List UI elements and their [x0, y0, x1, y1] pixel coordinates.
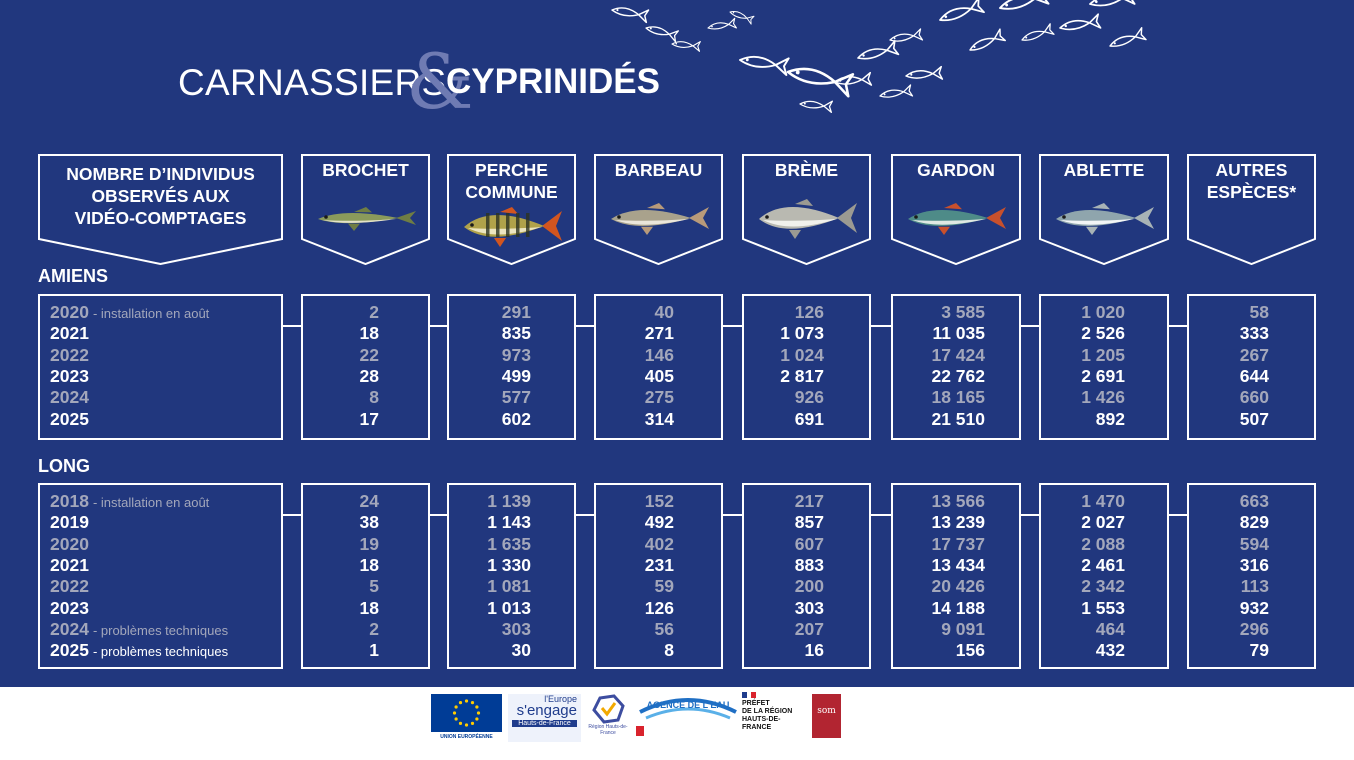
value-cell: 11 035 — [932, 323, 985, 344]
header-label-line: OBSERVÉS AUX — [91, 186, 230, 206]
species-header-1 — [447, 154, 576, 265]
year-label: 2022 — [50, 576, 89, 597]
species-value-box — [1039, 294, 1169, 440]
agence-red-mark-icon — [636, 726, 644, 736]
box-connector — [283, 514, 301, 516]
title-part2: CYPRINIDÉS — [446, 62, 660, 101]
year-label: 2018 — [50, 491, 89, 511]
region-logo-text: Région Hauts-de-France — [588, 724, 628, 736]
value-cell: 18 — [359, 554, 379, 575]
species-value-box — [891, 483, 1021, 669]
value-cell: 2 — [369, 618, 379, 639]
value-cell: 1 330 — [487, 554, 531, 575]
species-value-box — [891, 294, 1021, 440]
box-connector — [576, 514, 594, 516]
year-note: - installation en août — [92, 306, 210, 321]
species-value-box — [594, 483, 723, 669]
value-cell: 16 — [804, 640, 824, 661]
value-cell: 38 — [359, 512, 379, 533]
value-cell: 973 — [501, 344, 531, 365]
year-label: 2025 — [50, 408, 89, 429]
bream-fish-icon — [755, 194, 859, 242]
value-cell: 602 — [501, 408, 531, 429]
year-row — [50, 640, 228, 662]
region-logo — [588, 694, 628, 742]
title-part1: CARNASSIERS — [178, 62, 447, 103]
header-label-line: NOMBRE D’INDIVIDUS — [66, 164, 255, 184]
value-cell: 405 — [644, 365, 674, 386]
box-connector — [1021, 325, 1039, 327]
box-connector — [1021, 514, 1039, 516]
value-cell: 14 188 — [931, 597, 985, 618]
box-connector — [283, 325, 301, 327]
value-cell: 1 013 — [487, 597, 531, 618]
value-cell: 22 762 — [931, 365, 985, 386]
value-cell: 8 — [664, 640, 674, 661]
year-label: 2020 — [50, 302, 89, 322]
value-cell: 1 020 — [1081, 302, 1125, 322]
bleak-fish-icon — [1052, 194, 1156, 242]
value-cell: 1 081 — [487, 576, 531, 597]
value-cell: 267 — [1239, 344, 1269, 365]
species-value-box — [1039, 483, 1169, 669]
eu-stars-icon — [431, 694, 502, 732]
box-connector — [871, 325, 891, 327]
value-cell: 402 — [644, 533, 674, 554]
value-cell: 275 — [644, 387, 674, 408]
species-name-line: BARBEAU — [614, 160, 703, 180]
value-cell: 30 — [511, 640, 531, 661]
species-name — [1039, 159, 1169, 181]
species-name-line: ABLETTE — [1063, 160, 1145, 180]
value-cell: 13 434 — [931, 554, 985, 575]
value-cell: 13 239 — [931, 512, 985, 533]
value-cell: 9 091 — [941, 618, 985, 639]
year-row — [50, 491, 209, 513]
engage-text-top: l'Europe — [544, 694, 577, 704]
species-name-line: GARDON — [917, 160, 995, 180]
species-name — [447, 159, 576, 203]
value-cell: 207 — [794, 618, 824, 639]
engage-text-mid: s'engage — [516, 702, 577, 719]
year-row — [50, 598, 89, 619]
prefet-text-3: HAUTS-DE-FRANCE — [742, 716, 781, 731]
year-label: 2023 — [50, 597, 89, 618]
year-row — [50, 387, 89, 408]
value-cell: 857 — [794, 512, 824, 533]
species-value-box — [1187, 294, 1316, 440]
pike-fish-icon — [314, 194, 418, 242]
region-hexagon-icon — [590, 694, 626, 724]
title-ampersand: & — [406, 37, 474, 126]
species-name-line: BROCHET — [322, 160, 409, 180]
value-cell: 17 737 — [931, 533, 985, 554]
value-cell: 20 426 — [931, 576, 985, 597]
species-value-box — [447, 294, 576, 440]
species-header-3 — [742, 154, 871, 265]
value-cell: 2 027 — [1081, 512, 1125, 533]
value-cell: 126 — [794, 302, 824, 322]
species-value-box — [447, 483, 576, 669]
value-cell: 883 — [794, 554, 824, 575]
box-connector — [723, 325, 742, 327]
value-cell: 892 — [1095, 408, 1125, 429]
value-cell: 314 — [644, 408, 674, 429]
year-row — [50, 555, 89, 576]
prefet-text-2: DE LA RÉGION — [742, 708, 793, 715]
value-cell: 21 510 — [931, 408, 985, 429]
year-list-box — [38, 294, 283, 440]
value-cell: 432 — [1095, 640, 1125, 661]
value-cell: 126 — [644, 597, 674, 618]
year-label: 2021 — [50, 323, 89, 344]
value-cell: 1 470 — [1081, 491, 1125, 511]
year-row — [50, 366, 89, 387]
species-name-line: AUTRES — [1215, 160, 1288, 180]
value-cell: 156 — [955, 640, 985, 661]
value-cell: 1 205 — [1081, 344, 1125, 365]
species-name — [891, 159, 1021, 181]
species-name — [301, 159, 430, 181]
section-title-1: LONG — [38, 456, 90, 476]
value-cell: 1 073 — [780, 323, 824, 344]
fish-school-decoration — [590, 0, 1190, 130]
box-connector — [430, 514, 447, 516]
value-cell: 5 — [369, 576, 379, 597]
value-cell: 24 — [359, 491, 379, 511]
species-name — [742, 159, 871, 181]
year-row — [50, 345, 89, 366]
value-cell: 464 — [1095, 618, 1125, 639]
value-cell: 13 566 — [931, 491, 985, 511]
value-cell: 200 — [794, 576, 824, 597]
value-cell: 932 — [1239, 597, 1269, 618]
box-connector — [871, 514, 891, 516]
value-cell: 28 — [359, 365, 379, 386]
species-name — [1187, 159, 1316, 203]
value-cell: 1 139 — [487, 491, 531, 511]
barbel-fish-icon — [607, 194, 711, 242]
value-cell: 577 — [501, 387, 531, 408]
value-cell: 2 691 — [1081, 365, 1125, 386]
value-cell: 2 342 — [1081, 576, 1125, 597]
value-cell: 594 — [1239, 533, 1269, 554]
somme-logo — [812, 694, 841, 738]
header-label-box — [38, 154, 283, 265]
value-cell: 303 — [794, 597, 824, 618]
year-label: 2024 — [50, 618, 89, 639]
year-note: - problèmes techniques — [92, 622, 229, 638]
value-cell: 507 — [1239, 408, 1269, 429]
value-cell: 2 526 — [1081, 323, 1125, 344]
year-row — [50, 576, 89, 597]
europe-engage-logo — [508, 694, 581, 742]
header-label-line: VIDÉO-COMPTAGES — [74, 208, 247, 228]
year-label: 2019 — [50, 512, 89, 533]
species-name-line: ESPÈCES* — [1206, 182, 1297, 202]
value-cell: 2 — [369, 302, 379, 322]
value-cell: 231 — [644, 554, 674, 575]
species-name — [594, 159, 723, 181]
agence-eau-logo — [636, 694, 740, 742]
value-cell: 146 — [644, 344, 674, 365]
agence-eau-text: AGENCE DE L'EAU — [646, 700, 730, 710]
year-note: - problèmes techniques — [92, 644, 229, 660]
year-label: 2025 — [50, 640, 89, 661]
value-cell: 691 — [794, 408, 824, 429]
box-connector — [1169, 325, 1187, 327]
year-row — [50, 534, 89, 555]
footer-logos — [0, 687, 1354, 760]
value-cell: 58 — [1249, 302, 1269, 322]
value-cell: 1 143 — [487, 512, 531, 533]
value-cell: 19 — [359, 533, 379, 554]
value-cell: 1 553 — [1081, 597, 1125, 618]
value-cell: 2 461 — [1081, 554, 1125, 575]
value-cell: 303 — [501, 618, 531, 639]
value-cell: 2 088 — [1081, 533, 1125, 554]
value-cell: 22 — [359, 344, 379, 365]
value-cell: 660 — [1239, 387, 1269, 408]
species-value-box — [301, 483, 430, 669]
year-row — [50, 302, 209, 324]
box-connector — [430, 325, 447, 327]
prefet-text-1: PRÉFET — [742, 700, 770, 707]
box-connector — [1169, 514, 1187, 516]
header-label — [38, 163, 283, 229]
value-cell: 152 — [644, 491, 674, 511]
value-cell: 492 — [644, 512, 674, 533]
value-cell: 17 — [359, 408, 379, 429]
value-cell: 1 635 — [487, 533, 531, 554]
value-cell: 18 — [359, 597, 379, 618]
year-list-box — [38, 483, 283, 669]
year-note: - installation en août — [92, 495, 210, 510]
prefet-logo — [742, 692, 806, 744]
species-value-box — [594, 294, 723, 440]
species-header-6 — [1187, 154, 1316, 265]
species-value-box — [742, 483, 871, 669]
year-label: 2021 — [50, 554, 89, 575]
somme-logo-text: som — [817, 706, 836, 716]
value-cell: 333 — [1239, 323, 1269, 344]
year-row — [50, 619, 228, 641]
species-header-4 — [891, 154, 1021, 265]
value-cell: 18 — [359, 323, 379, 344]
species-header-0 — [301, 154, 430, 265]
species-header-5 — [1039, 154, 1169, 265]
roach-fish-icon — [904, 194, 1008, 242]
value-cell: 663 — [1239, 491, 1269, 511]
year-row — [50, 512, 89, 533]
value-cell: 79 — [1249, 640, 1269, 661]
value-cell: 499 — [501, 365, 531, 386]
eu-logo-text: UNION EUROPÉENNE — [440, 734, 493, 740]
value-cell: 607 — [794, 533, 824, 554]
box-connector — [723, 514, 742, 516]
year-row — [50, 323, 89, 344]
species-value-box — [742, 294, 871, 440]
value-cell: 217 — [794, 491, 824, 511]
value-cell: 316 — [1239, 554, 1269, 575]
species-value-box — [301, 294, 430, 440]
value-cell: 835 — [501, 323, 531, 344]
value-cell: 59 — [654, 576, 674, 597]
value-cell: 8 — [369, 387, 379, 408]
year-label: 2022 — [50, 344, 89, 365]
value-cell: 3 585 — [941, 302, 985, 322]
value-cell: 56 — [654, 618, 674, 639]
species-header-2 — [594, 154, 723, 265]
year-label: 2024 — [50, 387, 89, 408]
section-title-0: AMIENS — [38, 266, 109, 286]
value-cell: 113 — [1240, 576, 1269, 597]
species-name-line: BRÈME — [774, 160, 839, 180]
year-label: 2020 — [50, 533, 89, 554]
value-cell: 291 — [501, 302, 531, 322]
year-label: 2023 — [50, 365, 89, 386]
species-name-line: PERCHE — [475, 160, 548, 180]
year-row — [50, 409, 89, 430]
tricolor-flag-icon — [742, 692, 756, 698]
value-cell: 296 — [1239, 618, 1269, 639]
value-cell: 1 426 — [1081, 387, 1125, 408]
perch-fish-icon — [460, 202, 564, 250]
value-cell: 40 — [654, 302, 674, 322]
species-name-line: COMMUNE — [465, 182, 558, 202]
value-cell: 271 — [644, 323, 674, 344]
engage-text-bottom: Hauts-de-France — [512, 720, 577, 727]
value-cell: 1 — [369, 640, 379, 661]
value-cell: 1 024 — [780, 344, 824, 365]
value-cell: 17 424 — [931, 344, 985, 365]
species-value-box — [1187, 483, 1316, 669]
value-cell: 829 — [1239, 512, 1269, 533]
box-connector — [576, 325, 594, 327]
eu-flag-logo — [431, 694, 502, 742]
value-cell: 644 — [1239, 365, 1269, 386]
value-cell: 926 — [794, 387, 824, 408]
value-cell: 18 165 — [931, 387, 985, 408]
value-cell: 2 817 — [780, 365, 824, 386]
